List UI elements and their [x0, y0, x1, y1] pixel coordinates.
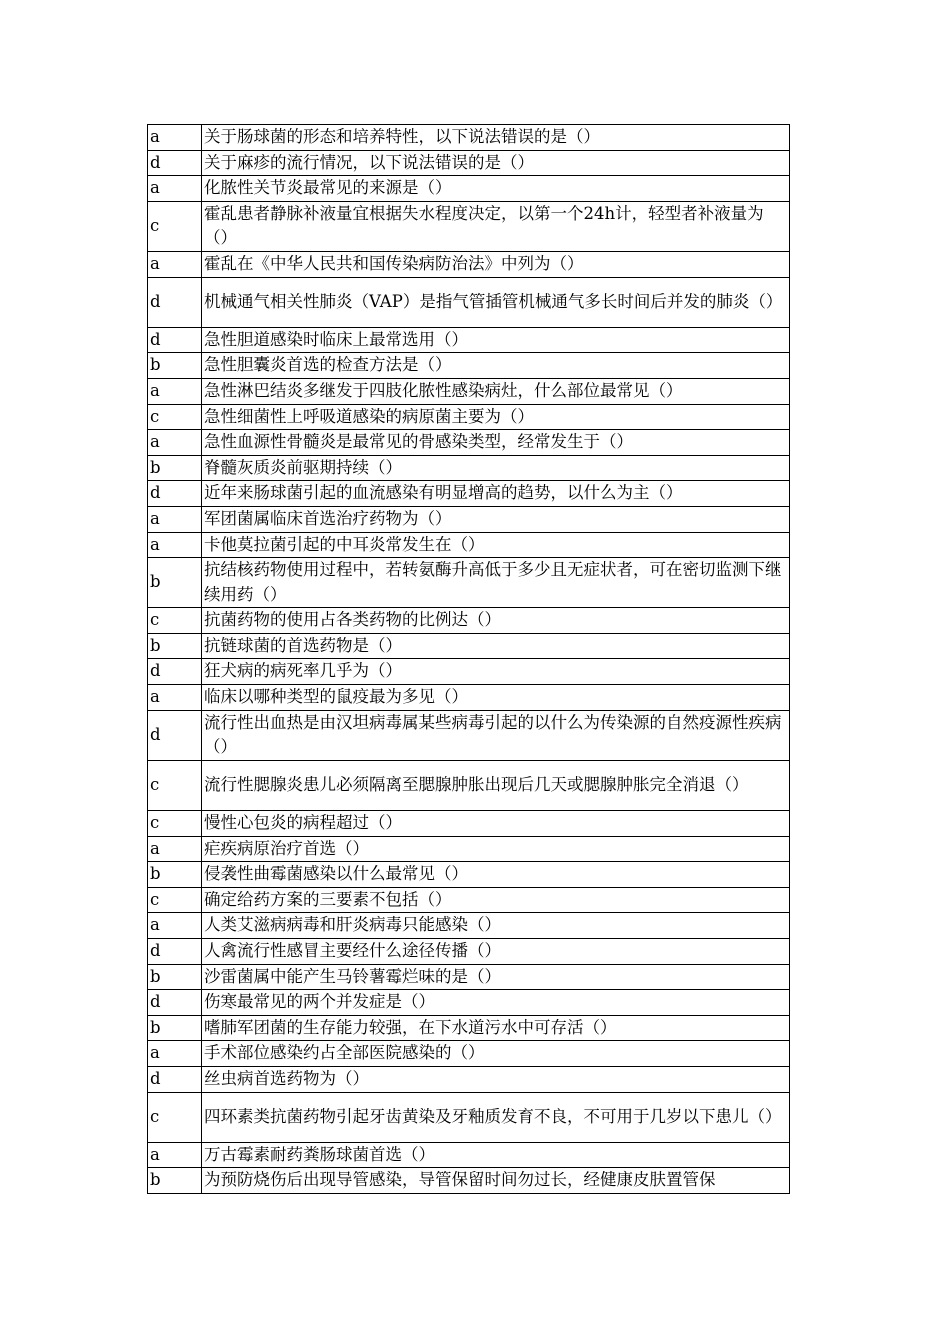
answer-cell: a	[148, 1041, 202, 1067]
question-cell: 关于麻疹的流行情况，以下说法错误的是（）	[202, 150, 790, 176]
answer-cell: d	[148, 327, 202, 353]
table-row	[148, 430, 790, 456]
answer-cell: a	[148, 532, 202, 558]
question-cell: 急性淋巴结炎多继发于四肢化脓性感染病灶，什么部位最常见（）	[202, 378, 790, 404]
answer-cell: c	[148, 404, 202, 430]
answer-cell: b	[148, 964, 202, 990]
table-row	[148, 887, 790, 913]
question-cell: 化脓性关节炎最常见的来源是（）	[202, 176, 790, 202]
answer-cell: b	[148, 862, 202, 888]
table-row	[148, 327, 790, 353]
answer-cell: a	[148, 176, 202, 202]
answer-cell: a	[148, 125, 202, 151]
question-cell: 抗结核药物使用过程中，若转氨酶升高低于多少且无症状者，可在密切监测下继续用药（）	[202, 558, 790, 608]
answer-cell: d	[148, 990, 202, 1016]
answer-cell: a	[148, 506, 202, 532]
question-cell: 狂犬病的病死率几乎为（）	[202, 659, 790, 685]
table-row	[148, 404, 790, 430]
table-row	[148, 633, 790, 659]
table-row	[148, 1168, 790, 1194]
answer-cell: d	[148, 659, 202, 685]
question-cell: 慢性心包炎的病程超过（）	[202, 811, 790, 837]
answer-cell: d	[148, 481, 202, 507]
answer-cell: d	[148, 710, 202, 760]
question-cell: 急性胆道感染时临床上最常选用（）	[202, 327, 790, 353]
table-row	[148, 1142, 790, 1168]
table-row	[148, 608, 790, 634]
question-cell: 抗菌药物的使用占各类药物的比例达（）	[202, 608, 790, 634]
table-row	[148, 1066, 790, 1092]
question-cell: 卡他莫拉菌引起的中耳炎常发生在（）	[202, 532, 790, 558]
question-cell: 流行性出血热是由汉坦病毒属某些病毒引起的以什么为传染源的自然疫源性疾病（）	[202, 710, 790, 760]
table-row	[148, 811, 790, 837]
question-cell: 急性胆囊炎首选的检查方法是（）	[202, 353, 790, 379]
question-cell: 抗链球菌的首选药物是（）	[202, 633, 790, 659]
table-row	[148, 251, 790, 277]
question-cell: 霍乱患者静脉补液量宜根据失水程度决定，以第一个24h计，轻型者补液量为（）	[202, 201, 790, 251]
table-row	[148, 125, 790, 151]
table-row	[148, 990, 790, 1016]
answer-cell: a	[148, 913, 202, 939]
table-row	[148, 659, 790, 685]
question-cell: 人类艾滋病病毒和肝炎病毒只能感染（）	[202, 913, 790, 939]
question-answer-table-body	[148, 125, 790, 1194]
table-row	[148, 939, 790, 965]
answer-cell: a	[148, 836, 202, 862]
table-row	[148, 1092, 790, 1142]
answer-cell: a	[148, 430, 202, 456]
table-row	[148, 760, 790, 810]
question-cell: 沙雷菌属中能产生马铃薯霉烂味的是（）	[202, 964, 790, 990]
question-cell: 伤寒最常见的两个并发症是（）	[202, 990, 790, 1016]
question-cell: 嗜肺军团菌的生存能力较强，在下水道污水中可存活（）	[202, 1015, 790, 1041]
question-cell: 手术部位感染约占全部医院感染的（）	[202, 1041, 790, 1067]
answer-cell: c	[148, 201, 202, 251]
question-cell: 万古霉素耐药粪肠球菌首选（）	[202, 1142, 790, 1168]
table-row	[148, 353, 790, 379]
table-row	[148, 201, 790, 251]
table-row	[148, 836, 790, 862]
answer-cell: c	[148, 887, 202, 913]
answer-cell: c	[148, 811, 202, 837]
answer-cell: b	[148, 633, 202, 659]
question-cell: 急性血源性骨髓炎是最常见的骨感染类型，经常发生于（）	[202, 430, 790, 456]
question-cell: 四环素类抗菌药物引起牙齿黄染及牙釉质发育不良，不可用于几岁以下患儿（）	[202, 1092, 790, 1142]
question-cell: 确定给药方案的三要素不包括（）	[202, 887, 790, 913]
table-row	[148, 558, 790, 608]
answer-cell: a	[148, 1142, 202, 1168]
answer-cell: c	[148, 608, 202, 634]
answer-cell: b	[148, 558, 202, 608]
table-row	[148, 913, 790, 939]
question-cell: 脊髓灰质炎前驱期持续（）	[202, 455, 790, 481]
answer-cell: d	[148, 277, 202, 327]
answer-cell: a	[148, 685, 202, 711]
table-row	[148, 150, 790, 176]
question-answer-table	[147, 124, 790, 1194]
answer-cell: c	[148, 760, 202, 810]
answer-cell: b	[148, 1168, 202, 1194]
table-row	[148, 1015, 790, 1041]
question-cell: 急性细菌性上呼吸道感染的病原菌主要为（）	[202, 404, 790, 430]
question-cell: 机械通气相关性肺炎（VAP）是指气管插管机械通气多长时间后并发的肺炎（）	[202, 277, 790, 327]
answer-cell: b	[148, 353, 202, 379]
table-row	[148, 862, 790, 888]
question-cell: 为预防烧伤后出现导管感染，导管保留时间勿过长，经健康皮肤置管保	[202, 1168, 790, 1194]
question-cell: 军团菌属临床首选治疗药物为（）	[202, 506, 790, 532]
question-cell: 人禽流行性感冒主要经什么途径传播（）	[202, 939, 790, 965]
table-row	[148, 685, 790, 711]
question-cell: 霍乱在《中华人民共和国传染病防治法》中列为（）	[202, 251, 790, 277]
question-cell: 临床以哪种类型的鼠疫最为多见（）	[202, 685, 790, 711]
answer-cell: d	[148, 1066, 202, 1092]
table-row	[148, 277, 790, 327]
answer-cell: c	[148, 1092, 202, 1142]
table-row	[148, 378, 790, 404]
answer-cell: b	[148, 1015, 202, 1041]
table-row	[148, 964, 790, 990]
question-cell: 近年来肠球菌引起的血流感染有明显增高的趋势，以什么为主（）	[202, 481, 790, 507]
question-cell: 关于肠球菌的形态和培养特性，以下说法错误的是（）	[202, 125, 790, 151]
question-cell: 流行性腮腺炎患儿必须隔离至腮腺肿胀出现后几天或腮腺肿胀完全消退（）	[202, 760, 790, 810]
question-cell: 丝虫病首选药物为（）	[202, 1066, 790, 1092]
answer-cell: b	[148, 455, 202, 481]
table-row	[148, 1041, 790, 1067]
answer-cell: d	[148, 150, 202, 176]
table-row	[148, 455, 790, 481]
answer-cell: a	[148, 378, 202, 404]
table-row	[148, 176, 790, 202]
question-cell: 疟疾病原治疗首选（）	[202, 836, 790, 862]
answer-cell: a	[148, 251, 202, 277]
table-row	[148, 532, 790, 558]
table-row	[148, 481, 790, 507]
answer-cell: d	[148, 939, 202, 965]
question-cell: 侵袭性曲霉菌感染以什么最常见（）	[202, 862, 790, 888]
table-row	[148, 710, 790, 760]
table-row	[148, 506, 790, 532]
